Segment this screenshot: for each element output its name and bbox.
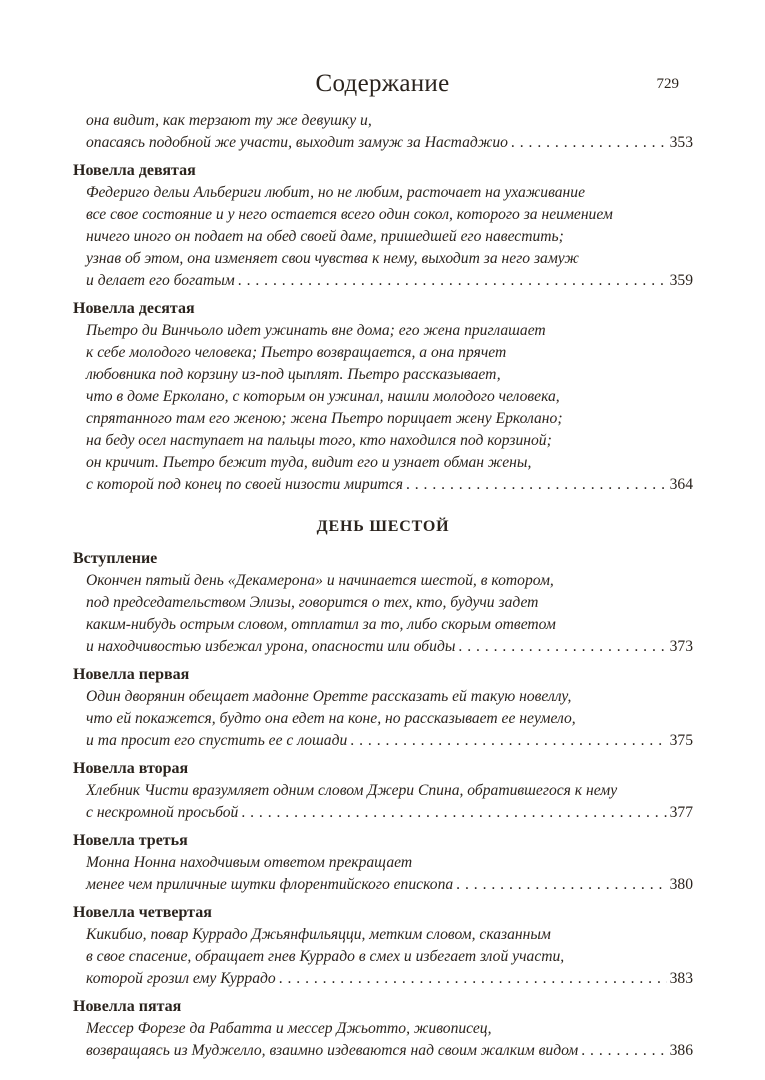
entry-line: в свое спасение, обращает гнев Куррадо в смех и избегает злой участи, — [86, 948, 565, 965]
page-ref: 375 — [669, 732, 693, 749]
page-ref: 359 — [669, 272, 693, 289]
dot-leader — [238, 270, 667, 292]
entry-last-line[interactable] — [73, 636, 693, 658]
dot-leader — [456, 874, 666, 896]
entry-line: Пьетро ди Винчьоло идет ужинать вне дома; его жена приглашает — [86, 322, 546, 339]
entry-text: с нескромной просьбой — [86, 804, 239, 821]
entry-line: она видит, как терзают ту же девушку и, — [86, 112, 372, 129]
entry-text: с которой под конец по своей низости мирится — [86, 476, 403, 493]
entry-last-line[interactable] — [73, 270, 693, 292]
entry-line: что ей покажется, будто она едет на коне, но рассказывает ее неумело, — [86, 710, 576, 727]
entry-line: Монна Нонна находчивым ответом прекращает — [86, 854, 413, 871]
entry-line: он кричит. Пьетро бежит туда, видит его и узнает обман жены, — [86, 454, 532, 471]
entry-last-line[interactable] — [73, 968, 693, 990]
dot-leader — [279, 968, 667, 990]
entry-last-line[interactable] — [73, 874, 693, 896]
entry-line: узнав об этом, она изменяет свои чувства к нему, выходит за него замуж — [86, 250, 579, 267]
entry-last-line[interactable] — [73, 1040, 693, 1062]
page-ref: 383 — [669, 970, 693, 987]
page-header — [0, 70, 765, 106]
entry-line: что в доме Ерколано, с которым он ужинал, нашли молодого человека, — [86, 388, 560, 405]
dot-leader — [350, 730, 666, 752]
entry-text: и находчивостью избежал урона, опасности или обиды — [86, 638, 456, 655]
entry-text: и та просит его спустить ее с лошади — [86, 732, 348, 749]
entry-line: каким-нибудь острым словом, отплатил за то, либо скорым ответом — [86, 616, 556, 633]
entry-heading[interactable]: Новелла четвертая — [73, 904, 212, 921]
entry-line: под председательством Элизы, говорится о тех, кто, будучи задет — [86, 594, 539, 611]
toc-entry — [73, 160, 693, 292]
page-ref: 364 — [669, 476, 693, 493]
entry-heading[interactable]: Новелла третья — [73, 832, 188, 849]
entry-heading[interactable]: Новелла первая — [73, 666, 190, 683]
entry-line: Окончен пятый день «Декамерона» и начинается шестой, в котором, — [86, 572, 554, 589]
dot-leader — [241, 802, 666, 824]
dot-leader — [406, 474, 667, 496]
page-ref: 380 — [669, 876, 693, 893]
entry-line: Федериго дельи Альбериги любит, но не любим, расточает на ухаживание — [86, 184, 585, 201]
entry-heading[interactable]: Вступление — [73, 550, 158, 567]
page-ref: 377 — [669, 804, 693, 821]
entry-text: возвращаясь из Муджелло, взаимно издеваются над своим жалким видом — [86, 1042, 579, 1059]
entry-line: спрятанного там его женою; жена Пьетро порицает жену Ерколано; — [86, 410, 563, 427]
entry-last-line[interactable] — [73, 474, 693, 496]
page-ref: 353 — [669, 134, 693, 151]
page-number: 729 — [656, 76, 679, 92]
dot-leader — [458, 636, 666, 658]
page-ref: 386 — [669, 1042, 693, 1059]
toc-entry — [73, 830, 693, 896]
entry-text: менее чем приличные шутки флорентийского епископа — [86, 876, 454, 893]
entry-last-line[interactable] — [73, 802, 693, 824]
entry-line: Мессер Форезе да Рабатта и мессер Джьотто, живописец, — [86, 1020, 492, 1037]
dot-leader — [581, 1040, 666, 1062]
day-section-title: ДЕНЬ ШЕСТОЙ — [316, 518, 450, 535]
page-title: Содержание — [315, 70, 450, 97]
entry-last-line[interactable] — [73, 730, 693, 752]
toc-entry — [73, 664, 693, 752]
entry-line: Кикибио, повар Куррадо Джьянфильяцци, метким словом, сказанным — [86, 926, 551, 943]
toc-content — [73, 110, 693, 1062]
toc-entry — [73, 902, 693, 990]
toc-entry — [73, 996, 693, 1062]
entry-line: к себе молодого человека; Пьетро возвращается, а она прячет — [86, 344, 507, 361]
entry-text: опасаясь подобной же участи, выходит замуж за Настаджио — [86, 134, 508, 151]
entry-text: и делает его богатым — [86, 272, 235, 289]
entry-text: которой грозил ему Куррадо — [86, 970, 276, 987]
entry-line: ничего иного он подает на обед своей даме, пришедшей его навестить; — [86, 228, 564, 245]
toc-entry — [73, 548, 693, 658]
toc-entry-continuation — [73, 110, 693, 154]
entry-heading[interactable]: Новелла девятая — [73, 162, 196, 179]
toc-entry — [73, 758, 693, 824]
entry-line: Хлебник Чисти вразумляет одним словом Джери Спина, обратившегося к нему — [86, 782, 618, 799]
entry-line: на беду осел наступает на пальцы того, кто находился под корзиной; — [86, 432, 552, 449]
entry-heading[interactable]: Новелла пятая — [73, 998, 182, 1015]
page-ref: 373 — [669, 638, 693, 655]
entry-line: Один дворянин обещает мадонне Оретте рассказать ей такую новеллу, — [86, 688, 572, 705]
entry-heading[interactable]: Новелла вторая — [73, 760, 189, 777]
entry-heading[interactable]: Новелла десятая — [73, 300, 195, 317]
entry-line: все свое состояние и у него остается всего один сокол, которого за неимением — [86, 206, 613, 223]
toc-entry — [73, 298, 693, 496]
dot-leader — [511, 132, 667, 154]
entry-last-line[interactable] — [73, 132, 693, 154]
entry-line: любовника под корзину из-под цыплят. Пьетро рассказывает, — [86, 366, 501, 383]
